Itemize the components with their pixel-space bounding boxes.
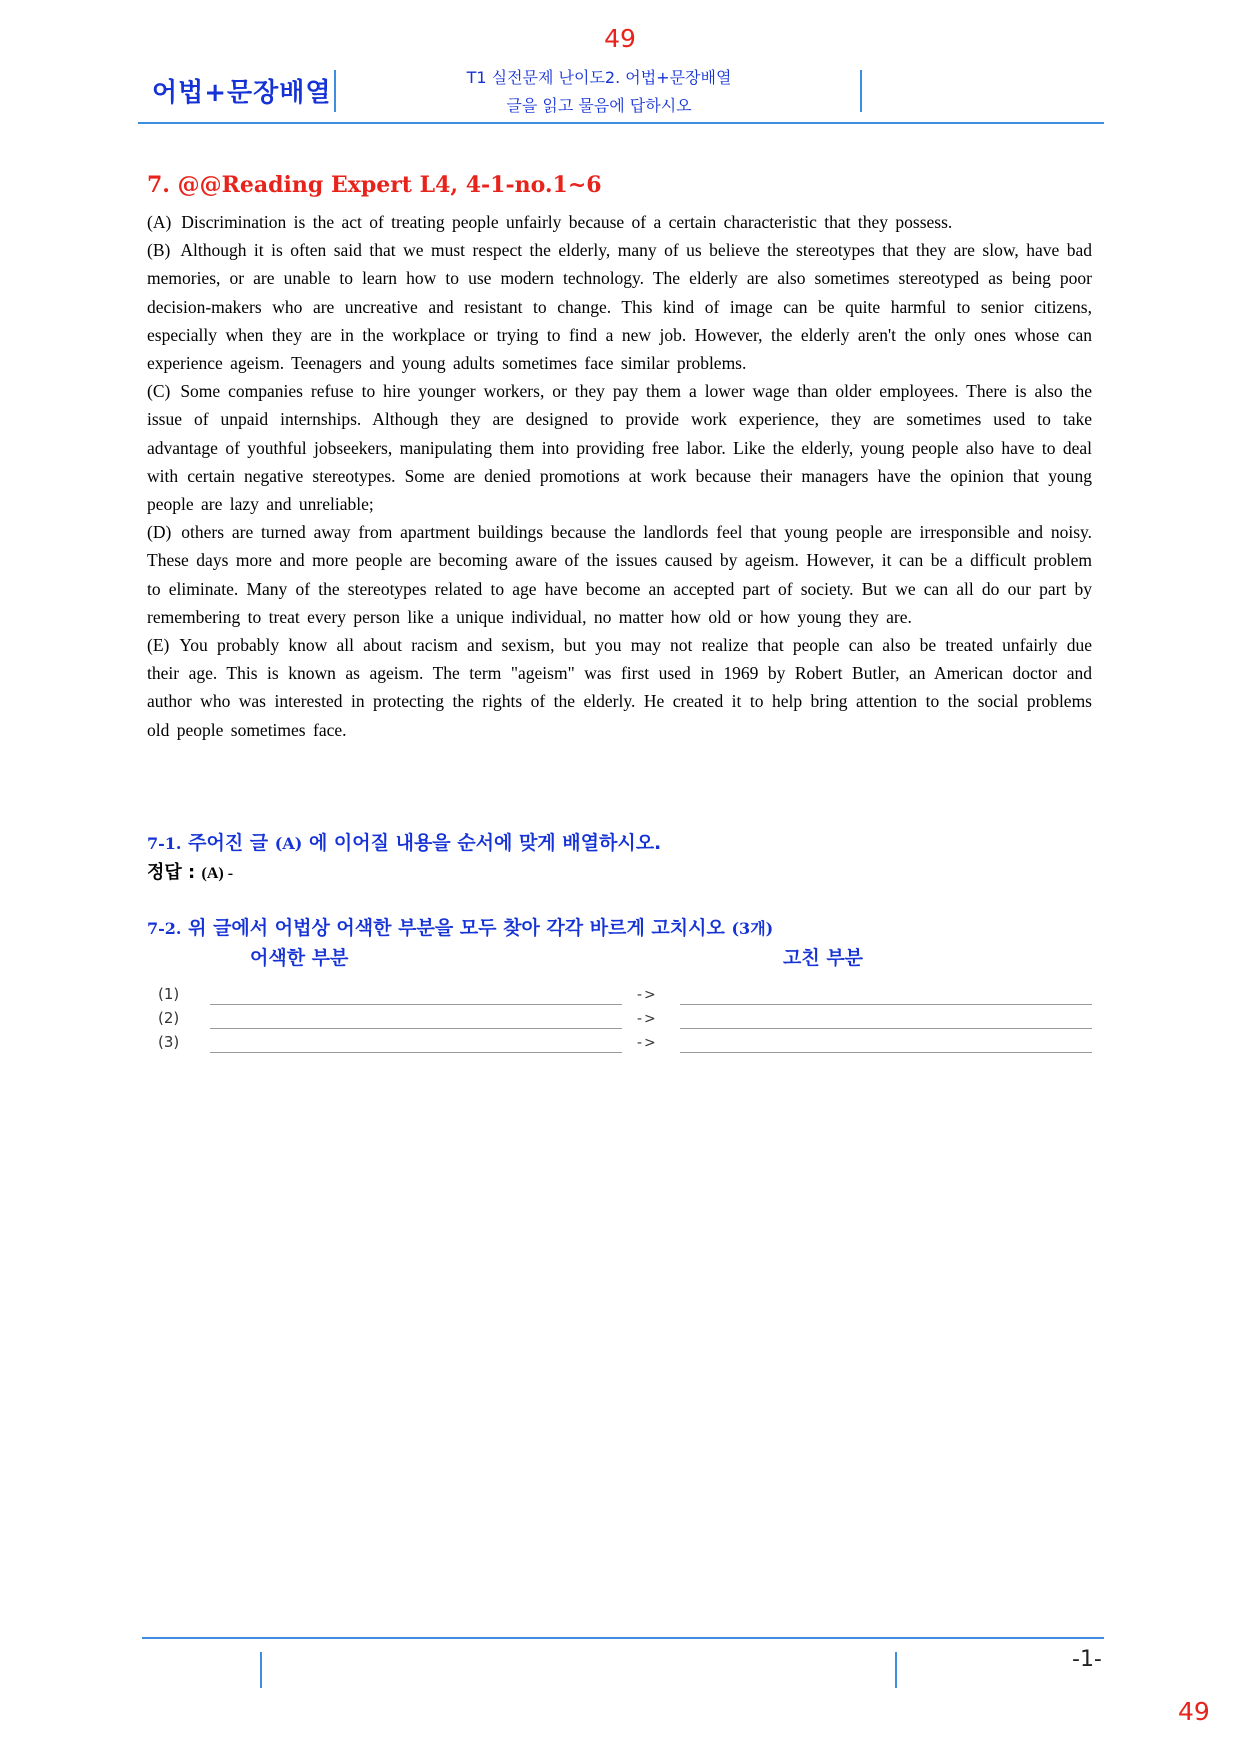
- arrow: ->: [637, 1011, 658, 1027]
- question-title: 7. @@Reading Expert L4, 4-1-no.1~6: [147, 172, 602, 198]
- header-rule: [138, 122, 1104, 124]
- answer-line: [147, 858, 233, 884]
- answer-label: 정답 :: [147, 862, 196, 883]
- paragraph-label: (C): [147, 381, 171, 402]
- subquestion-1-text-before: 주어진 글: [188, 832, 269, 854]
- footer-divider-left: [260, 1652, 262, 1688]
- paragraph-text: others are turned away from apartment buildings because the landlords feel that young people are irresponsible and noisy. These days more and more people are becoming aware of the issues caused by ageism. However, it can be a difficult problem to eliminate. Many of the stereotypes related to age have become an accepted part of society. But we can all do our part by remembering to treat every person like a unique individual, no matter how old or how young they are.: [147, 522, 1092, 627]
- paragraph-text: Discrimination is the act of treating people unfairly because of a certain characteristic that they possess.: [181, 212, 953, 232]
- arrow: ->: [637, 1035, 658, 1051]
- arrow: ->: [637, 987, 658, 1003]
- page-number-bottom: 49: [1178, 1697, 1210, 1726]
- subquestion-2-text: 위 글에서 어법상 어색한 부분을 모두 찾아 각각 바르게 고치시오: [188, 917, 725, 939]
- subquestion-1: [147, 828, 661, 855]
- answer-blank-corrected-1[interactable]: [680, 1004, 1092, 1005]
- header-title: 어법+문장배열: [152, 78, 332, 108]
- row-number: (2): [158, 1009, 180, 1027]
- footer-divider-right: [895, 1652, 897, 1688]
- paragraph-a: [147, 208, 1092, 236]
- paragraph-text: Some companies refuse to hire younger workers, or they pay them a lower wage than older employees. There is also the issue of unpaid internships. Although they are designed to provide work experience, they are sometimes used to take advantage of youthful jobseekers, manipulating them into providing free labor. Like the elderly, young people also have to deal with certain negative stereotypes. Some are denied promotions at work because their managers have the opinion that young people are lazy and unreliable;: [147, 381, 1092, 515]
- row-number: (3): [158, 1033, 180, 1051]
- subquestion-2: [147, 913, 773, 940]
- answer-blank-corrected-3[interactable]: [680, 1052, 1092, 1053]
- page-number-top: 49: [604, 24, 636, 53]
- paragraph-label: (E): [147, 635, 170, 656]
- header-subtitle-line1: T1 실전문제 난이도2. 어법+문장배열: [466, 68, 732, 87]
- paragraph-label: (A): [147, 212, 172, 232]
- footer-page-number: -1-: [1072, 1647, 1102, 1672]
- paragraph-e: [147, 631, 1092, 744]
- subquestion-1-text-after: 에 이어질 내용을 순서에 맞게 배열하시오.: [308, 832, 662, 854]
- paragraph-c: [147, 377, 1092, 518]
- paragraph-label: (B): [147, 240, 171, 261]
- answer-value: (A) -: [201, 865, 234, 882]
- column-header-corrected: 고친 부분: [783, 947, 864, 969]
- answer-blank-wrong-3[interactable]: [210, 1052, 622, 1053]
- paragraph-text: Although it is often said that we must respect the elderly, many of us believe the stereotypes that they are slow, have bad memories, or are unable to learn how to use modern technology. The elderly are also sometimes stereotyped as being poor decision-makers who are uncreative and resistant to change. This kind of image can be quite harmful to senior citizens, especially when they are in the workplace or trying to find a new job. However, the elderly aren't the only ones whose can experience ageism. Teenagers and young adults sometimes face similar problems.: [147, 240, 1092, 374]
- footer-rule: [142, 1637, 1104, 1639]
- subquestion-2-count: (3개): [731, 919, 774, 938]
- row-number: (1): [158, 985, 180, 1003]
- subquestion-1-ref: (A): [274, 834, 303, 853]
- paragraph-label: (D): [147, 522, 172, 543]
- subquestion-2-number: 7-2.: [147, 919, 182, 938]
- paragraph-b: [147, 236, 1092, 377]
- header-subtitle-line2: 글을 읽고 물음에 답하시오: [506, 96, 692, 115]
- question-block: [147, 172, 1092, 744]
- paragraph-text: You probably know all about racism and sexism, but you may not realize that people can also be treated unfairly due their age. This is known as ageism. The term "ageism" was first used in 1969 by Robert Butler, an American doctor and author who was interested in protecting the rights of the elderly. He created it to help bring attention to the social problems old people sometimes face.: [147, 635, 1092, 740]
- subquestion-1-number: 7-1.: [147, 834, 182, 853]
- answer-blank-corrected-2[interactable]: [680, 1028, 1092, 1029]
- answer-blank-wrong-1[interactable]: [210, 1004, 622, 1005]
- paragraph-d: [147, 518, 1092, 631]
- header-divider-right: [860, 70, 862, 112]
- column-header-wrong: 어색한 부분: [250, 947, 349, 969]
- answer-blank-wrong-2[interactable]: [210, 1028, 622, 1029]
- header-subtitle: [334, 64, 864, 120]
